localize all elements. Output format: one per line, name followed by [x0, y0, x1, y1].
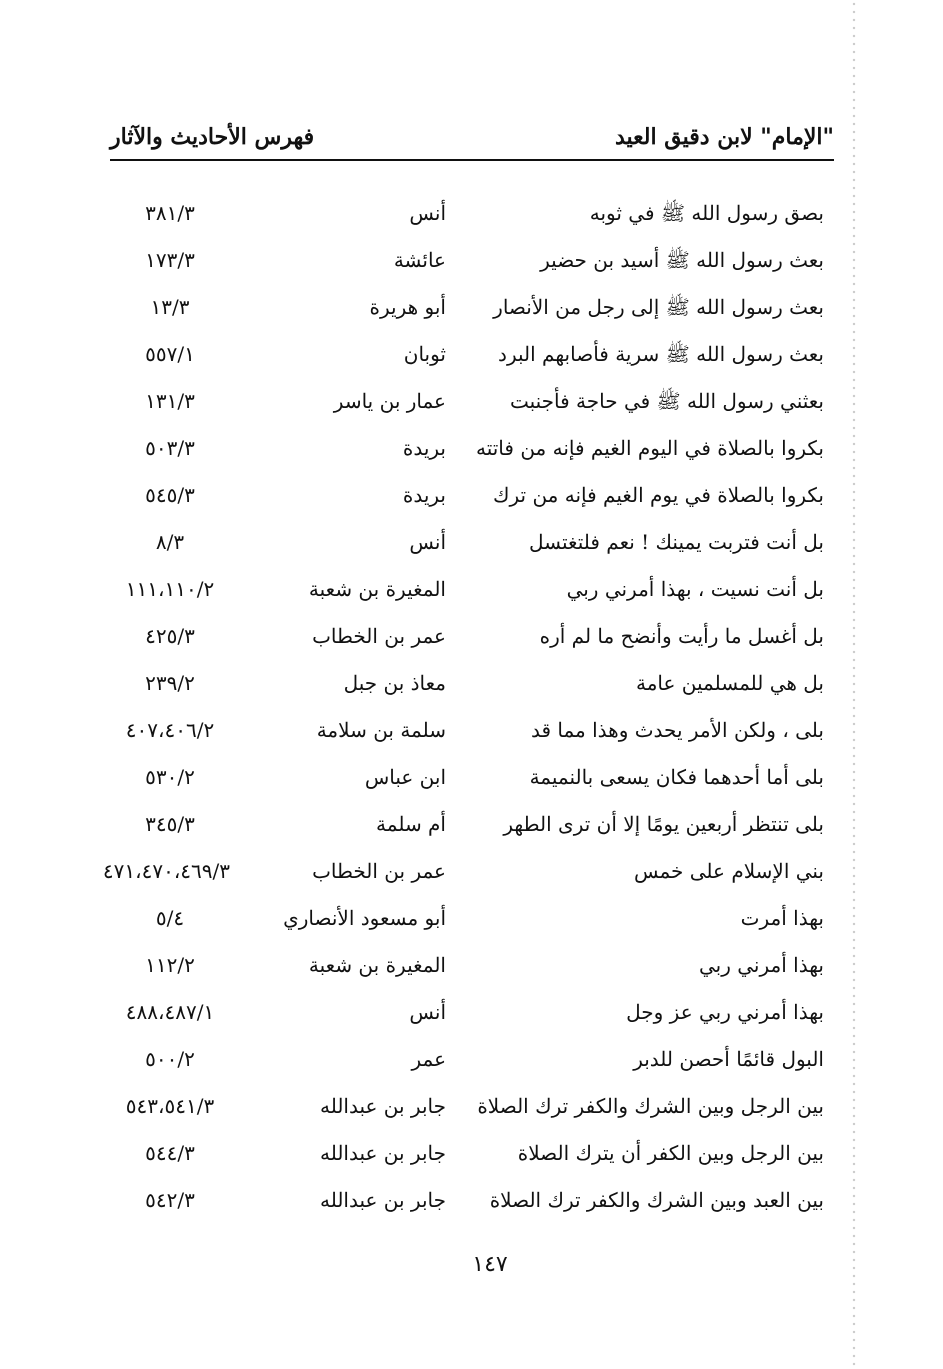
index-row — [110, 472, 834, 519]
volume-page-reference: ٥٤٤/٣ — [145, 1141, 195, 1165]
volume-page-reference: ١٧٣/٣ — [145, 248, 195, 272]
hadith-text: بهذا أمرني ربي عز وجل — [626, 1000, 824, 1024]
index-row — [110, 895, 834, 942]
index-row — [110, 1130, 834, 1177]
hadith-text: بهذا أمرت — [740, 906, 824, 930]
narrator-name: جابر بن عبدالله — [319, 1188, 446, 1212]
narrator-name: عائشة — [393, 248, 446, 272]
hadith-text: بل أغسل ما رأيت وأنضح ما لم أره — [539, 624, 824, 648]
narrator-name: المغيرة بن شعبة — [308, 953, 446, 977]
index-row — [110, 1036, 834, 1083]
narrator-name: المغيرة بن شعبة — [308, 577, 446, 601]
hadith-text: بصق رسول الله ﷺ في ثوبه — [589, 201, 824, 225]
index-row — [110, 566, 834, 613]
volume-page-reference: ٥٤٣،٥٤١/٣ — [125, 1094, 215, 1118]
index-row — [110, 190, 834, 237]
index-row — [110, 613, 834, 660]
hadith-text: بين الرجل وبين الشرك والكفر ترك الصلاة — [477, 1094, 824, 1118]
index-row — [110, 989, 834, 1036]
volume-page-reference: ٨/٣ — [155, 530, 185, 554]
narrator-name: أنس — [409, 1000, 446, 1024]
index-row — [110, 284, 834, 331]
volume-page-reference: ١١١،١١٠/٢ — [125, 577, 215, 601]
narrator-name: ثوبان — [403, 342, 446, 366]
volume-page-reference: ٤٠٧،٤٠٦/٢ — [125, 718, 215, 742]
index-row — [110, 660, 834, 707]
narrator-name: جابر بن عبدالله — [319, 1094, 446, 1118]
narrator-name: أبو هريرة — [369, 295, 446, 319]
hadith-text: بلى تنتظر أربعين يومًا إلا أن ترى الطهر — [503, 812, 824, 836]
index-row — [110, 707, 834, 754]
volume-page-reference: ٥٤٥/٣ — [145, 483, 195, 507]
hadith-text: بني الإسلام على خمس — [633, 859, 824, 883]
hadith-text: بل أنت نسيت ، بهذا أمرني ربي — [566, 577, 824, 601]
hadith-text: بعثني رسول الله ﷺ في حاجة فأجنبت — [509, 389, 824, 413]
margin-dotted-line — [851, 0, 857, 1369]
narrator-name: سلمة بن سلامة — [316, 718, 446, 742]
narrator-name: بريدة — [402, 436, 446, 460]
hadith-text: بلى ، ولكن الأمر يحدث وهذا مما قد — [530, 718, 824, 742]
volume-page-reference: ٥/٤ — [155, 906, 185, 930]
index-row — [110, 754, 834, 801]
narrator-name: عمر بن الخطاب — [312, 624, 446, 648]
narrator-name: ابن عباس — [364, 765, 446, 789]
narrator-name: عمر — [411, 1047, 446, 1071]
narrator-name: بريدة — [402, 483, 446, 507]
hadith-text: بل هي للمسلمين عامة — [635, 671, 824, 695]
volume-page-reference: ١٣/٣ — [150, 295, 190, 319]
hadith-text: بل أنت فتربت يمينك ! نعم فلتغتسل — [529, 530, 824, 554]
volume-page-reference: ٣٤٥/٣ — [145, 812, 195, 836]
narrator-name: أبو مسعود الأنصاري — [283, 906, 446, 930]
narrator-name: أنس — [409, 201, 446, 225]
hadith-text: البول قائمًا أحصن للدبر — [633, 1047, 824, 1071]
index-row — [110, 1083, 834, 1130]
volume-page-reference: ٥٠٠/٢ — [145, 1047, 195, 1071]
narrator-name: جابر بن عبدالله — [319, 1141, 446, 1165]
header-rule — [110, 159, 834, 161]
index-row — [110, 942, 834, 989]
volume-page-reference: ١١٢/٢ — [145, 953, 195, 977]
index-row — [110, 801, 834, 848]
section-title: فهرس الأحاديث والآثار — [110, 124, 315, 150]
narrator-name: عمر بن الخطاب — [312, 859, 446, 883]
hadith-text: بعث رسول الله ﷺ أسيد بن حضير — [540, 248, 824, 272]
hadith-text: بهذا أمرني ربي — [699, 953, 824, 977]
volume-page-reference: ١٣١/٣ — [145, 389, 195, 413]
narrator-name: أنس — [409, 530, 446, 554]
hadith-index-list — [102, 190, 834, 1224]
hadith-text: بين الرجل وبين الكفر أن يترك الصلاة — [517, 1141, 824, 1165]
narrator-name: أم سلمة — [376, 812, 446, 836]
hadith-text: بكروا بالصلاة في اليوم الغيم فإنه من فاتته — [475, 436, 824, 460]
volume-page-reference: ٣٨١/٣ — [145, 201, 195, 225]
narrator-name: عمار بن ياسر — [333, 389, 446, 413]
index-row — [110, 378, 834, 425]
book-title: "الإمام" لابن دقيق العيد — [614, 124, 834, 150]
hadith-text: بعث رسول الله ﷺ سرية فأصابهم البرد — [498, 342, 824, 366]
index-row — [102, 848, 834, 895]
hadith-text: بلى أما أحدهما فكان يسعى بالنميمة — [529, 765, 824, 789]
page-header — [110, 118, 834, 158]
volume-page-reference: ٥٥٧/١ — [145, 342, 195, 366]
index-row — [110, 425, 834, 472]
hadith-text: بكروا بالصلاة في يوم الغيم فإنه من ترك — [493, 483, 824, 507]
volume-page-reference: ٥٣٠/٢ — [145, 765, 195, 789]
volume-page-reference: ٥٤٢/٣ — [145, 1188, 195, 1212]
index-row — [110, 1177, 834, 1224]
volume-page-reference: ٤٧١،٤٧٠،٤٦٩/٣ — [102, 859, 230, 883]
volume-page-reference: ٢٣٩/٢ — [145, 671, 195, 695]
index-row — [110, 331, 834, 378]
hadith-text: بين العبد وبين الشرك والكفر ترك الصلاة — [489, 1188, 824, 1212]
hadith-text: بعث رسول الله ﷺ إلى رجل من الأنصار — [493, 295, 824, 319]
volume-page-reference: ٤٨٨،٤٨٧/١ — [125, 1000, 215, 1024]
volume-page-reference: ٤٢٥/٣ — [145, 624, 195, 648]
narrator-name: معاذ بن جبل — [343, 671, 446, 695]
page-number: ١٤٧ — [472, 1252, 508, 1277]
index-row — [110, 237, 834, 284]
volume-page-reference: ٥٠٣/٣ — [145, 436, 195, 460]
index-row — [110, 519, 834, 566]
